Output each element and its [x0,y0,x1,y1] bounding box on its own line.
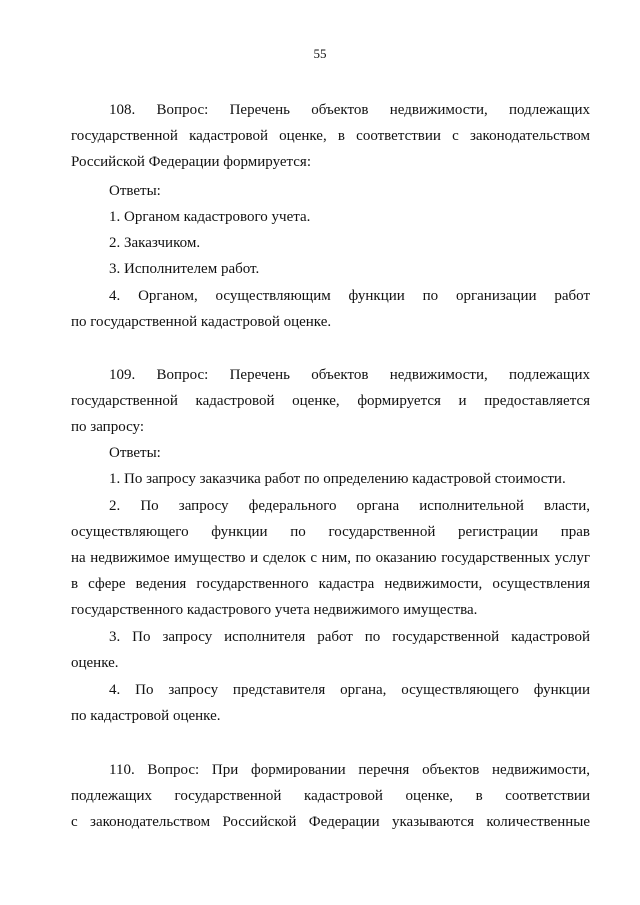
answer-line: в сфере ведения государственного кадастра недвижимости, осуществления [71,576,590,592]
question-line: 110. Вопрос: При формировании перечня объектов недвижимости, [109,762,590,778]
answer-line: оценке. [71,655,119,671]
answer-line: 1. Органом кадастрового учета. [109,209,311,225]
answers-label: Ответы: [109,445,161,461]
answer-line: осуществляющего функции по государственной регистрации прав [71,524,590,540]
page-number: 55 [313,46,327,61]
answer-line: 4. По запросу представителя органа, осуществляющего функции [109,682,590,698]
question-line: государственной кадастровой оценке, формируется и предоставляется [71,393,590,409]
answer-line: государственного кадастрового учета недвижимого имущества. [71,602,478,618]
answer-line: по кадастровой оценке. [71,708,221,724]
question-line: государственной кадастровой оценке, в соответствии с законодательством [71,128,590,144]
answer-line: 2. Заказчиком. [109,235,201,251]
question-line: с законодательством Российской Федерации указываются количественные [71,814,590,830]
answer-line: 4. Органом, осуществляющим функции по организации работ [109,288,590,304]
question-line: по запросу: [71,419,144,435]
answer-line: по государственной кадастровой оценке. [71,314,332,330]
answer-line: на недвижимое имущество и сделок с ним, по оказанию государственных услуг [71,550,590,566]
question-line: подлежащих государственной кадастровой оценке, в соответствии [71,788,590,804]
answer-line: 1. По запросу заказчика работ по определению кадастровой стоимости. [109,471,566,487]
question-line: 109. Вопрос: Перечень объектов недвижимости, подлежащих [109,367,590,383]
question-line: Российской Федерации формируется: [71,154,311,170]
answers-label: Ответы: [109,183,161,199]
answer-line: 3. По запросу исполнителя работ по государственной кадастровой [109,629,590,645]
answer-line: 3. Исполнителем работ. [109,261,260,277]
answer-line: 2. По запросу федерального органа исполнительной власти, [109,498,590,514]
question-line: 108. Вопрос: Перечень объектов недвижимости, подлежащих [109,102,590,118]
